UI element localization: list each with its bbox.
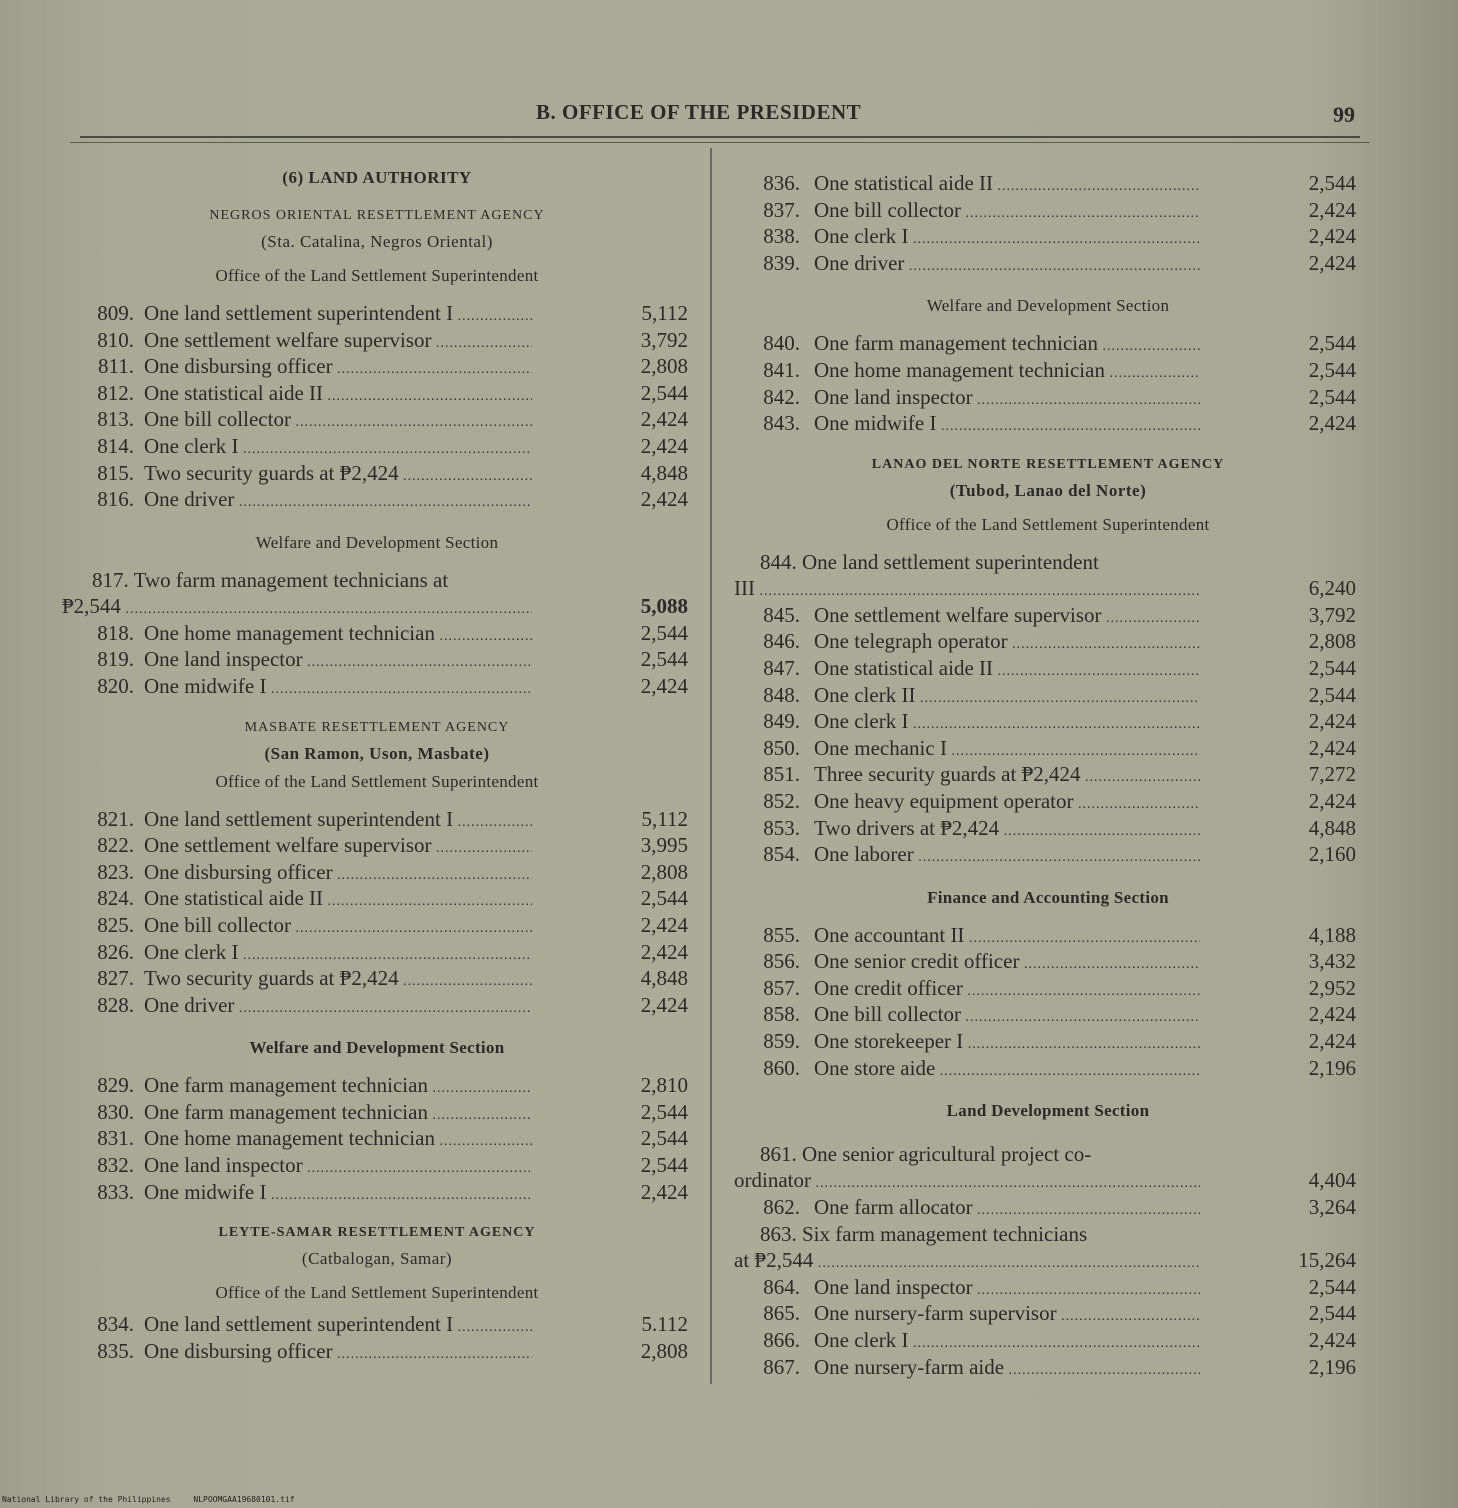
line-item [62, 353, 692, 380]
item-number: 816. [97, 487, 134, 512]
item-list [62, 1311, 692, 1364]
item-label: One statistical aide II ..... [144, 885, 532, 916]
item-amount: 3,792 [640, 327, 688, 352]
item-label: Three security guards at ₱2,424 ..... [814, 761, 1200, 792]
item-amount: 2,808 [640, 1338, 688, 1363]
item-amount: 2,424 [1308, 1029, 1356, 1054]
item-amount: 2,196 [1308, 1354, 1356, 1379]
item-label: One land settlement superintendent I ..... [144, 1311, 532, 1342]
line-item [734, 1141, 1362, 1194]
item-number: 865. [763, 1301, 800, 1326]
column-divider [710, 148, 712, 1384]
item-label: One disbursing officer ..... [144, 1338, 532, 1369]
line-item [734, 655, 1362, 682]
item-amount: 2,544 [640, 1153, 688, 1178]
header-rule [80, 136, 1360, 138]
item-label: One farm management technician ..... [144, 1099, 532, 1130]
line-item [734, 1001, 1362, 1028]
item-number: 825. [97, 912, 134, 937]
line-item [62, 567, 692, 620]
item-number: 831. [97, 1126, 134, 1151]
item-list [62, 1072, 692, 1205]
item-label: One clerk I ..... [144, 433, 532, 464]
page-title: B. OFFICE OF THE PRESIDENT [536, 100, 862, 124]
item-list [62, 620, 692, 700]
line-item [62, 646, 692, 673]
line-item [62, 406, 692, 433]
line-item [62, 327, 692, 354]
line-item [734, 922, 1362, 949]
item-label: One bill collector ..... [814, 197, 1200, 228]
line-item [734, 170, 1362, 197]
item-amount: 2,808 [640, 354, 688, 379]
line-item [734, 410, 1362, 437]
line-item [62, 620, 692, 647]
line-item [62, 939, 692, 966]
item-label: One clerk II ..... [814, 682, 1200, 713]
item-label: One land settlement superintendent I ..... [144, 300, 532, 331]
item-label: One statistical aide II ..... [814, 170, 1200, 201]
item-amount: 4,188 [1308, 922, 1356, 947]
line-item [734, 223, 1362, 250]
item-amount: 2,544 [640, 1099, 688, 1124]
line-item [734, 1274, 1362, 1301]
line-item [734, 788, 1362, 815]
item-label: One bill collector ..... [144, 912, 532, 943]
line-item [734, 250, 1362, 277]
line-item [62, 1338, 692, 1365]
item-label: One credit officer ..... [814, 975, 1200, 1006]
item-number: 829. [97, 1073, 134, 1098]
line-item [734, 197, 1362, 224]
line-item [62, 992, 692, 1019]
item-amount: 2,810 [640, 1073, 688, 1098]
item-amount: 2,544 [1308, 357, 1356, 382]
item-amount: 2,544 [1308, 384, 1356, 409]
line-item [62, 486, 692, 513]
item-amount: 2,544 [1308, 655, 1356, 680]
item-amount: 2,424 [1308, 250, 1356, 275]
item-number: 828. [97, 992, 134, 1017]
item-label: One driver ..... [144, 486, 532, 517]
item-label: One home management technician ..... [144, 1125, 532, 1156]
item-number: 867. [763, 1354, 800, 1379]
item-number: 859. [763, 1029, 800, 1054]
line-item [62, 1099, 692, 1126]
page-number: 99 [1333, 102, 1355, 127]
footer-file: NLPOOMGAA19680101.tif [193, 1495, 295, 1504]
item-amount: 4,404 [1308, 1168, 1356, 1193]
item-number: 833. [97, 1179, 134, 1204]
item-number: 826. [97, 939, 134, 964]
item-amount: 2,544 [640, 886, 688, 911]
line-item [62, 806, 692, 833]
item-label: One land settlement superintendent I ..... [144, 806, 532, 837]
item-number: 809. [97, 301, 134, 325]
item-number: 834. [97, 1312, 134, 1337]
item-label: One statistical aide II ..... [144, 380, 532, 411]
item-amount: 3,792 [1308, 602, 1356, 627]
agency-title: NEGROS ORIENTAL RESETTLEMENT AGENCY [209, 208, 545, 223]
item-amount: 2,424 [640, 912, 688, 937]
item-number: 842. [763, 384, 800, 409]
item-number: 835. [97, 1338, 134, 1363]
item-list [734, 602, 1362, 868]
section-subtitle: Finance and Accounting Section [927, 887, 1169, 907]
item-amount: 5,088 [640, 593, 688, 618]
item-label: One nursery-farm aide ..... [814, 1354, 1200, 1385]
item-label: One telegraph operator ..... [814, 628, 1200, 659]
line-item [62, 433, 692, 460]
line-item [734, 330, 1362, 357]
item-label: One clerk I ..... [814, 223, 1200, 254]
item-label: One heavy equipment operator ..... [814, 788, 1200, 819]
item-label: One settlement welfare supervisor ..... [144, 327, 532, 358]
line-item [62, 1125, 692, 1152]
item-label: One home management technician ..... [814, 357, 1200, 388]
item-amount: 2,808 [640, 859, 688, 884]
line-item [734, 602, 1362, 629]
item-number: 837. [763, 197, 800, 222]
item-amount: 5,112 [641, 806, 688, 831]
line-item [734, 761, 1362, 788]
agency-location: (San Ramon, Uson, Masbate) [264, 743, 490, 763]
item-label: One land inspector ..... [814, 384, 1200, 415]
agency-location: (Catbalogan, Samar) [301, 1249, 453, 1269]
item-label: One midwife I ..... [814, 410, 1200, 441]
line-item [734, 628, 1362, 655]
item-amount: 2,544 [1308, 1274, 1356, 1299]
item-number: 843. [763, 411, 800, 436]
agency-title: LANAO DEL NORTE RESETTLEMENT AGENCY [871, 456, 1225, 472]
line-item [62, 460, 692, 487]
item-amount: 2,424 [1308, 788, 1356, 813]
item-number: 840. [763, 331, 800, 356]
item-amount: 5,112 [641, 301, 688, 325]
item-amount: 2,424 [1308, 709, 1356, 734]
item-number: 836. [763, 171, 800, 195]
line-item [62, 300, 692, 327]
line-item [62, 1152, 692, 1179]
item-number: 827. [97, 966, 134, 991]
item-label: One settlement welfare supervisor ..... [144, 832, 532, 863]
item-label: One midwife I ..... [144, 1179, 532, 1210]
item-amount: 6,240 [1308, 575, 1356, 600]
item-number: 838. [763, 224, 800, 249]
item-label: One midwife I ..... [144, 673, 532, 704]
item-label: One storekeeper I ..... [814, 1028, 1200, 1059]
item-label: Two security guards at ₱2,424 ..... [144, 965, 532, 996]
item-number: 811. [98, 354, 134, 379]
line-item [734, 1194, 1362, 1221]
line-item [62, 673, 692, 700]
item-text-cont: at ₱2,544 ..... [734, 1247, 1200, 1278]
item-amount: 4,848 [1308, 815, 1356, 840]
item-amount: 2,424 [1308, 197, 1356, 222]
item-number: 860. [763, 1055, 800, 1080]
line-item [734, 815, 1362, 842]
item-number: 853. [763, 815, 800, 840]
item-number: 813. [97, 407, 134, 432]
item-text: 817. Two farm management technicians at [92, 567, 449, 592]
item-label: Two security guards at ₱2,424 ..... [144, 460, 532, 491]
item-number: 821. [97, 806, 134, 831]
item-number: 856. [763, 949, 800, 974]
line-item [62, 1311, 692, 1338]
scan-footer [2, 1495, 313, 1504]
item-list [734, 922, 1362, 1082]
item-text-cont: III ..... [734, 575, 1200, 606]
item-number: 830. [97, 1099, 134, 1124]
item-amount: 2,808 [1308, 629, 1356, 654]
item-amount: 15,264 [1298, 1247, 1356, 1272]
item-label: One bill collector ..... [814, 1001, 1200, 1032]
item-amount: 2,544 [640, 380, 688, 405]
item-number: 851. [763, 762, 800, 787]
item-text-cont: ₱2,544 ..... [62, 593, 532, 624]
item-number: 822. [97, 833, 134, 858]
item-number: 839. [763, 250, 800, 275]
item-list [734, 170, 1362, 276]
item-label: One farm management technician ..... [144, 1072, 532, 1103]
item-label: One laborer ..... [814, 841, 1200, 872]
right-column [734, 170, 1362, 1380]
item-label: One statistical aide II ..... [814, 655, 1200, 686]
agency-title: MASBATE RESETTLEMENT AGENCY [244, 719, 510, 735]
item-label: One home management technician ..... [144, 620, 532, 651]
item-amount: 2,544 [640, 620, 688, 645]
item-amount: 3,432 [1308, 949, 1356, 974]
item-number: 845. [763, 602, 800, 627]
page-header [0, 100, 1458, 130]
line-item [734, 1028, 1362, 1055]
item-label: One driver ..... [814, 250, 1200, 281]
item-amount: 2,424 [640, 433, 688, 458]
item-number: 820. [97, 673, 134, 698]
line-item [62, 1179, 692, 1206]
office-title: Office of the Land Settlement Superintendent [215, 771, 539, 791]
line-item [734, 841, 1362, 868]
item-label: One disbursing officer ..... [144, 859, 532, 890]
line-item [62, 859, 692, 886]
section-subtitle: Welfare and Development Section [926, 296, 1170, 316]
item-list [734, 1274, 1362, 1380]
item-label: One farm allocator ..... [814, 1194, 1200, 1225]
section-subtitle: Land Development Section [946, 1101, 1150, 1121]
item-number: 855. [763, 922, 800, 947]
line-item [734, 735, 1362, 762]
footer-library: National Library of the Philippines [2, 1495, 171, 1504]
item-number: 832. [97, 1153, 134, 1178]
item-number: 848. [763, 682, 800, 707]
line-item [734, 975, 1362, 1002]
item-label: One mechanic I ..... [814, 735, 1200, 766]
line-item [62, 912, 692, 939]
item-label: One accountant II ..... [814, 922, 1200, 953]
section-title: (6) LAND AUTHORITY [282, 168, 472, 187]
item-amount: 2,544 [1308, 331, 1356, 356]
item-number: 812. [97, 380, 134, 405]
line-item [734, 948, 1362, 975]
item-list [62, 806, 692, 1019]
item-number: 864. [763, 1274, 800, 1299]
item-number: 819. [97, 647, 134, 672]
item-number: 854. [763, 842, 800, 867]
item-text-cont: ordinator ..... [734, 1167, 1200, 1198]
item-amount: 3,995 [640, 833, 688, 858]
office-title: Office of the Land Settlement Superintendent [215, 266, 539, 285]
item-amount: 5.112 [641, 1312, 688, 1337]
item-number: 823. [97, 859, 134, 884]
item-amount: 2,424 [640, 673, 688, 698]
item-number: 841. [763, 357, 800, 382]
office-title: Office of the Land Settlement Superintendent [215, 1283, 539, 1303]
line-item [62, 965, 692, 992]
item-amount: 2,424 [640, 1179, 688, 1204]
item-list [62, 300, 692, 513]
item-number: 815. [97, 460, 134, 485]
item-label: Two drivers at ₱2,424 ..... [814, 815, 1200, 846]
item-amount: 2,544 [1308, 171, 1356, 195]
item-amount: 4,848 [640, 460, 688, 485]
item-label: One farm management technician ..... [814, 330, 1200, 361]
item-amount: 2,424 [1308, 224, 1356, 249]
item-number: 866. [763, 1328, 800, 1353]
header-rule-thin [70, 142, 1370, 143]
item-amount: 2,424 [1308, 411, 1356, 436]
item-amount: 2,952 [1308, 975, 1356, 1000]
office-title: Office of the Land Settlement Superintendent [886, 514, 1210, 534]
agency-title: LEYTE-SAMAR RESETTLEMENT AGENCY [218, 1225, 536, 1241]
line-item [734, 1055, 1362, 1082]
section-subtitle: Welfare and Development Section [249, 1038, 505, 1058]
item-amount: 2,544 [640, 1126, 688, 1151]
item-number: 818. [97, 620, 134, 645]
item-label: One land inspector ..... [144, 1152, 532, 1183]
item-label: One senior credit officer ..... [814, 948, 1200, 979]
item-number: 846. [763, 629, 800, 654]
item-amount: 2,160 [1308, 842, 1356, 867]
item-number: 862. [763, 1195, 800, 1220]
item-amount: 2,424 [640, 992, 688, 1017]
item-amount: 2,196 [1308, 1055, 1356, 1080]
agency-location: (Sta. Catalina, Negros Oriental) [261, 232, 493, 251]
line-item [734, 682, 1362, 709]
line-item [62, 380, 692, 407]
item-number: 847. [763, 655, 800, 680]
line-item [734, 1221, 1362, 1274]
item-amount: 2,544 [640, 647, 688, 672]
item-amount: 2,424 [640, 487, 688, 512]
item-label: One land inspector ..... [144, 646, 532, 677]
item-amount: 2,424 [1308, 735, 1356, 760]
item-number: 814. [97, 433, 134, 458]
item-text: 863. Six farm management technicians [760, 1221, 1088, 1246]
item-label: One clerk I ..... [814, 1327, 1200, 1358]
item-label: One clerk I ..... [144, 939, 532, 970]
item-label: One store aide ..... [814, 1055, 1200, 1086]
item-amount: 2,424 [640, 939, 688, 964]
line-item [734, 549, 1362, 602]
item-amount: 4,848 [640, 966, 688, 991]
line-item [734, 1327, 1362, 1354]
agency-location: (Tubod, Lanao del Norte) [949, 480, 1147, 500]
item-label: One disbursing officer ..... [144, 353, 532, 384]
item-label: One clerk I ..... [814, 708, 1200, 739]
line-item [62, 832, 692, 859]
line-item [734, 1354, 1362, 1381]
item-text: 861. One senior agricultural project co- [760, 1142, 1092, 1167]
item-number: 858. [763, 1002, 800, 1027]
line-item [734, 384, 1362, 411]
item-amount: 2,544 [1308, 682, 1356, 707]
item-amount: 2,424 [1308, 1002, 1356, 1027]
item-number: 849. [763, 709, 800, 734]
item-number: 850. [763, 735, 800, 760]
item-label: One land inspector ..... [814, 1274, 1200, 1305]
item-text: 844. One land settlement superintendent [760, 549, 1099, 574]
left-column [62, 168, 692, 1364]
item-number: 852. [763, 788, 800, 813]
item-amount: 2,544 [1308, 1301, 1356, 1326]
item-amount: 2,424 [640, 407, 688, 432]
item-number: 857. [763, 975, 800, 1000]
line-item [734, 708, 1362, 735]
item-label: One bill collector ..... [144, 406, 532, 437]
section-subtitle: Welfare and Development Section [255, 532, 499, 552]
line-item [734, 1300, 1362, 1327]
line-item [62, 1072, 692, 1099]
item-number: 810. [97, 327, 134, 352]
item-amount: 7,272 [1308, 762, 1356, 787]
item-amount: 2,424 [1308, 1328, 1356, 1353]
line-item [62, 885, 692, 912]
item-label: One driver ..... [144, 992, 532, 1023]
item-label: One settlement welfare supervisor ..... [814, 602, 1200, 633]
item-number: 824. [97, 886, 134, 911]
item-label: One nursery-farm supervisor ..... [814, 1300, 1200, 1331]
item-list [734, 330, 1362, 436]
item-amount: 3,264 [1308, 1195, 1356, 1220]
line-item [734, 357, 1362, 384]
